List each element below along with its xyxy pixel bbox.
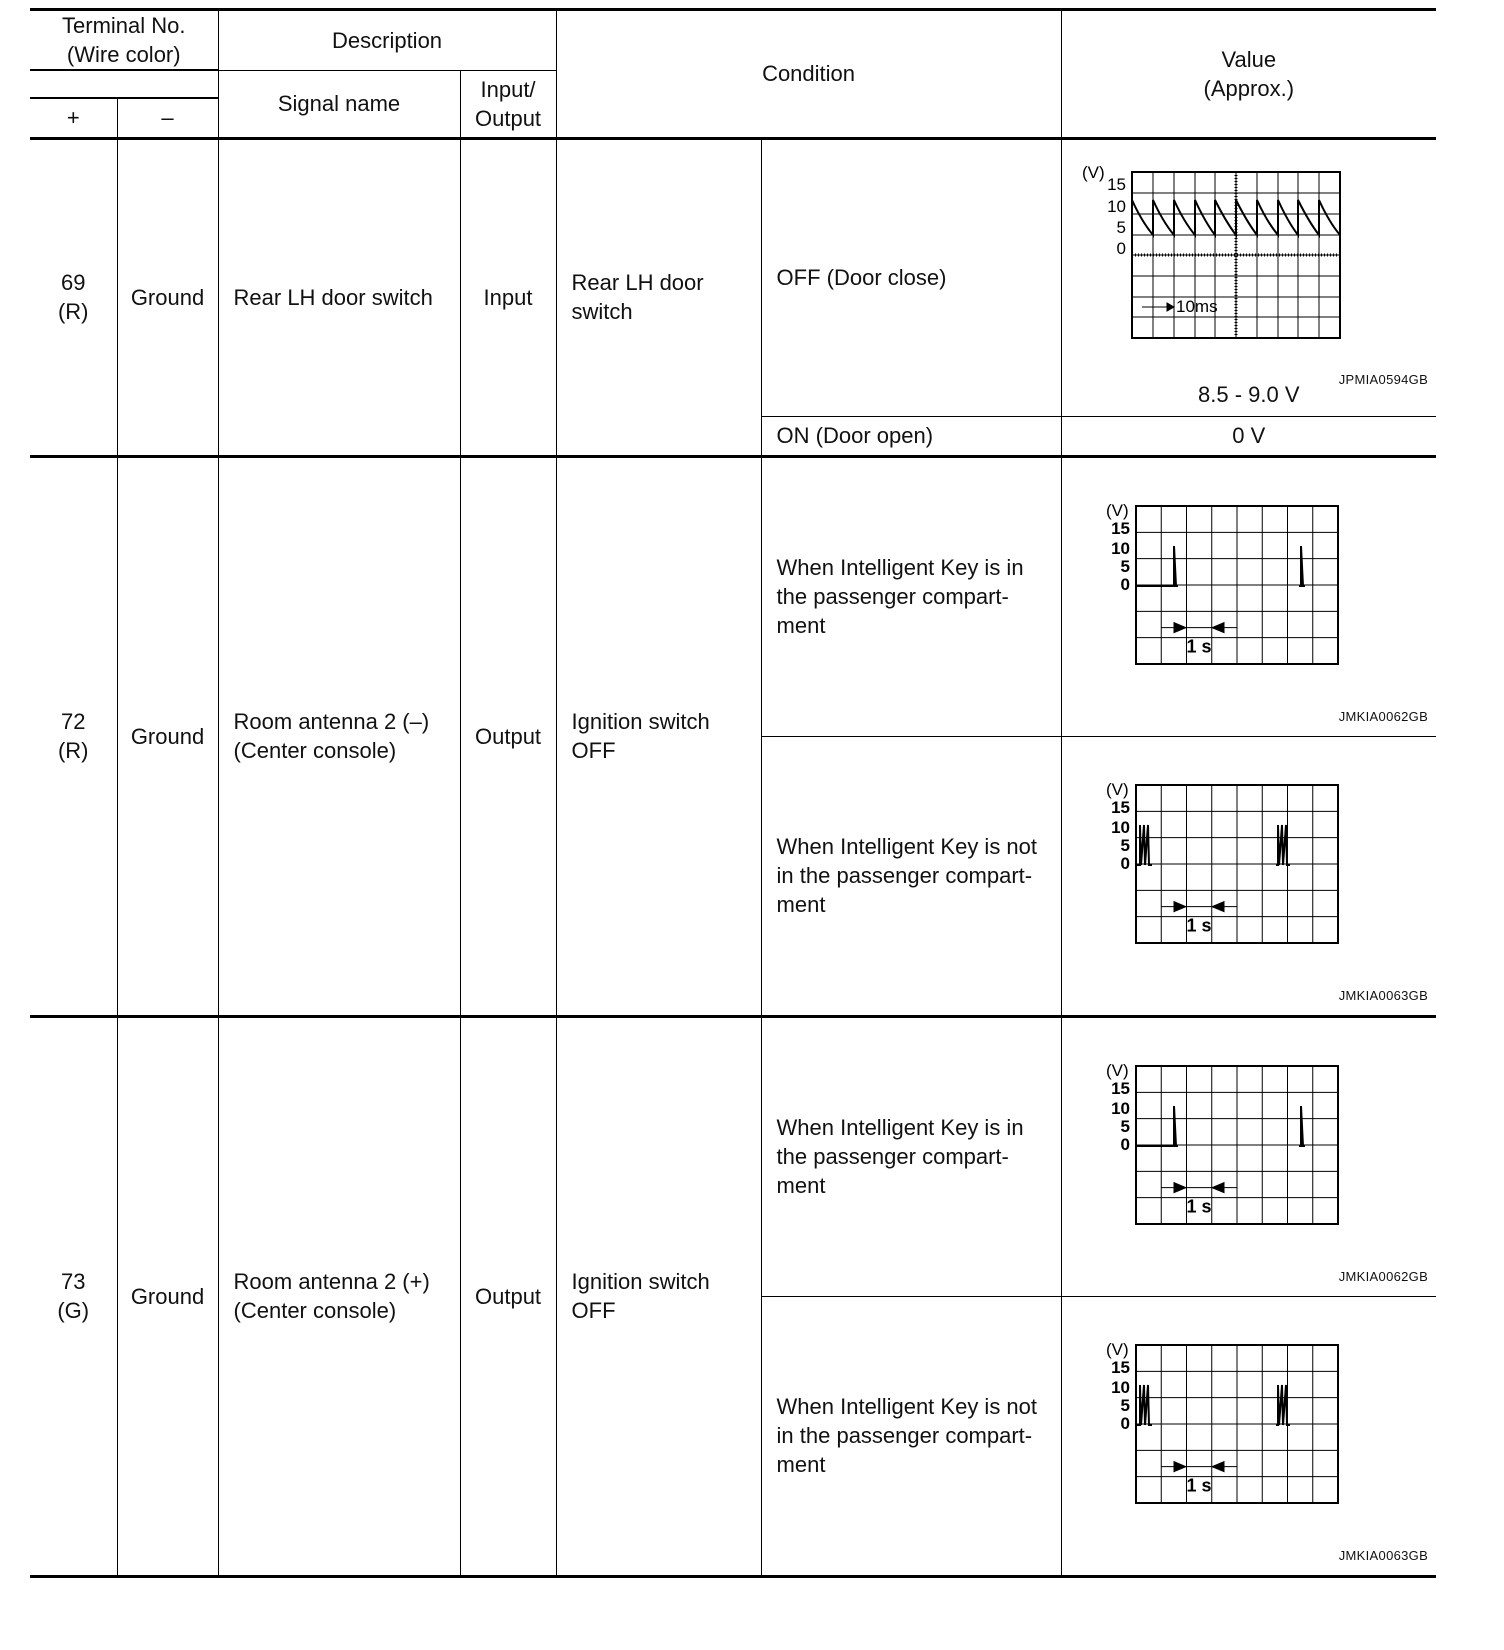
scope-tick-label: 15: [1110, 797, 1130, 817]
header-minus: –: [117, 98, 218, 138]
measured-value: 8.5 - 9.0 V: [1198, 381, 1300, 407]
scope-tick-label: 10: [1110, 1098, 1130, 1118]
scope-timebase-label: 1 s: [1186, 1196, 1212, 1217]
scope-grid: [1136, 785, 1338, 943]
scope-tick-label: 10: [1110, 1377, 1130, 1397]
input-output: Input: [460, 138, 556, 456]
scope-tick-label: 15: [1106, 175, 1126, 194]
scope-unit-label: (V): [1081, 163, 1105, 182]
ground-terminal: Ground: [117, 456, 218, 1016]
input-output: Output: [460, 1016, 556, 1576]
scope-tick-label: 0: [1120, 853, 1130, 873]
terminal-table-page: [30, 8, 1436, 1578]
terminal-number: 69 (R): [30, 138, 117, 456]
sub-condition: When Intelligent Key is in the passenger compart- ment: [761, 456, 1061, 736]
scope-tick-label: 15: [1110, 1078, 1130, 1098]
scope-tick-label: 0: [1120, 1413, 1130, 1433]
sub-condition: When Intelligent Key is in the passenger compart- ment: [761, 1016, 1061, 1296]
oscilloscope-waveform: [1062, 1018, 1437, 1296]
sub-condition: When Intelligent Key is not in the passenger compart- ment: [761, 1296, 1061, 1576]
oscilloscope-waveform: [1062, 160, 1437, 395]
figure-code: JMKIA0062GB: [1338, 708, 1429, 724]
value-cell: [1061, 138, 1436, 416]
condition: Ignition switch OFF: [556, 456, 761, 1016]
header-terminal-no: Terminal No. (Wire color): [30, 10, 218, 71]
header-condition: Condition: [556, 10, 1061, 139]
signal-name: Room antenna 2 (–) (Center console): [218, 456, 460, 1016]
terminal-number: 73 (G): [30, 1016, 117, 1576]
figure-code: JPMIA0594GB: [1338, 371, 1429, 387]
scope-grid: [1132, 172, 1340, 338]
measured-value: 0 V: [1061, 416, 1436, 456]
sub-condition: ON (Door open): [761, 416, 1061, 456]
scope-timebase-marker: [1161, 1461, 1237, 1471]
scope-tick-label: 5: [1116, 218, 1126, 237]
oscilloscope-waveform: [1062, 1297, 1437, 1575]
scope-unit-label: (V): [1105, 1339, 1129, 1359]
scope-tick-label: 15: [1110, 1357, 1130, 1377]
ground-terminal: Ground: [117, 138, 218, 456]
scope-timebase-marker: [1142, 303, 1174, 311]
scope-unit-label: (V): [1105, 1060, 1129, 1080]
header-description: Description: [218, 10, 556, 71]
value-cell: [1061, 1296, 1436, 1576]
scope-tick-label: 15: [1110, 518, 1130, 538]
scope-timebase-marker: [1161, 622, 1237, 632]
scope-tick-label: 5: [1120, 1116, 1130, 1136]
scope-grid: [1136, 1345, 1338, 1503]
figure-code: JMKIA0063GB: [1338, 987, 1429, 1003]
scope-timebase-marker: [1161, 901, 1237, 911]
scope-trace: [1136, 546, 1178, 586]
sub-condition: OFF (Door close): [761, 138, 1061, 416]
scope-timebase-label: 1 s: [1186, 915, 1212, 936]
scope-tick-label: 5: [1120, 1395, 1130, 1415]
figure-code: JMKIA0063GB: [1338, 1547, 1429, 1563]
scope-timebase-label: 1 s: [1186, 1475, 1212, 1496]
scope-tick-label: 0: [1116, 239, 1126, 258]
sub-condition: When Intelligent Key is not in the passenger compart- ment: [761, 736, 1061, 1016]
signal-name: Rear LH door switch: [218, 138, 460, 456]
scope-trace: [1136, 1106, 1178, 1146]
scope-unit-label: (V): [1105, 500, 1129, 520]
scope-tick-label: 10: [1110, 817, 1130, 837]
header-terminal-spacer: [30, 70, 218, 98]
figure-code: JMKIA0062GB: [1338, 1268, 1429, 1284]
input-output: Output: [460, 456, 556, 1016]
scope-tick-label: 10: [1106, 197, 1126, 216]
value-cell: [1061, 456, 1436, 736]
signal-name: Room antenna 2 (+) (Center console): [218, 1016, 460, 1576]
scope-trace: [1136, 825, 1152, 865]
value-cell: [1061, 1016, 1436, 1296]
header-value: Value (Approx.): [1061, 10, 1436, 139]
oscilloscope-waveform: [1062, 458, 1437, 736]
scope-trace: [1132, 200, 1340, 235]
header-input-output: Input/ Output: [460, 70, 556, 138]
oscilloscope-waveform: [1062, 737, 1437, 1015]
value-cell: [1061, 736, 1436, 1016]
terminal-table: [30, 8, 1436, 1578]
scope-trace: [1299, 1106, 1305, 1146]
ground-terminal: Ground: [117, 1016, 218, 1576]
scope-unit-label: (V): [1105, 779, 1129, 799]
scope-tick-label: 0: [1120, 574, 1130, 594]
header-signal-name: Signal name: [218, 70, 460, 138]
scope-tick-label: 5: [1120, 835, 1130, 855]
scope-tick-label: 10: [1110, 538, 1130, 558]
scope-trace: [1299, 546, 1305, 586]
header-plus: +: [30, 98, 117, 138]
scope-timebase-label: 10ms: [1175, 297, 1218, 316]
scope-trace: [1136, 1385, 1152, 1425]
condition: Rear LH door switch: [556, 138, 761, 456]
scope-timebase-label: 1 s: [1186, 636, 1212, 657]
scope-tick-label: 0: [1120, 1134, 1130, 1154]
condition: Ignition switch OFF: [556, 1016, 761, 1576]
terminal-number: 72 (R): [30, 456, 117, 1016]
scope-timebase-marker: [1161, 1182, 1237, 1192]
scope-tick-label: 5: [1120, 556, 1130, 576]
